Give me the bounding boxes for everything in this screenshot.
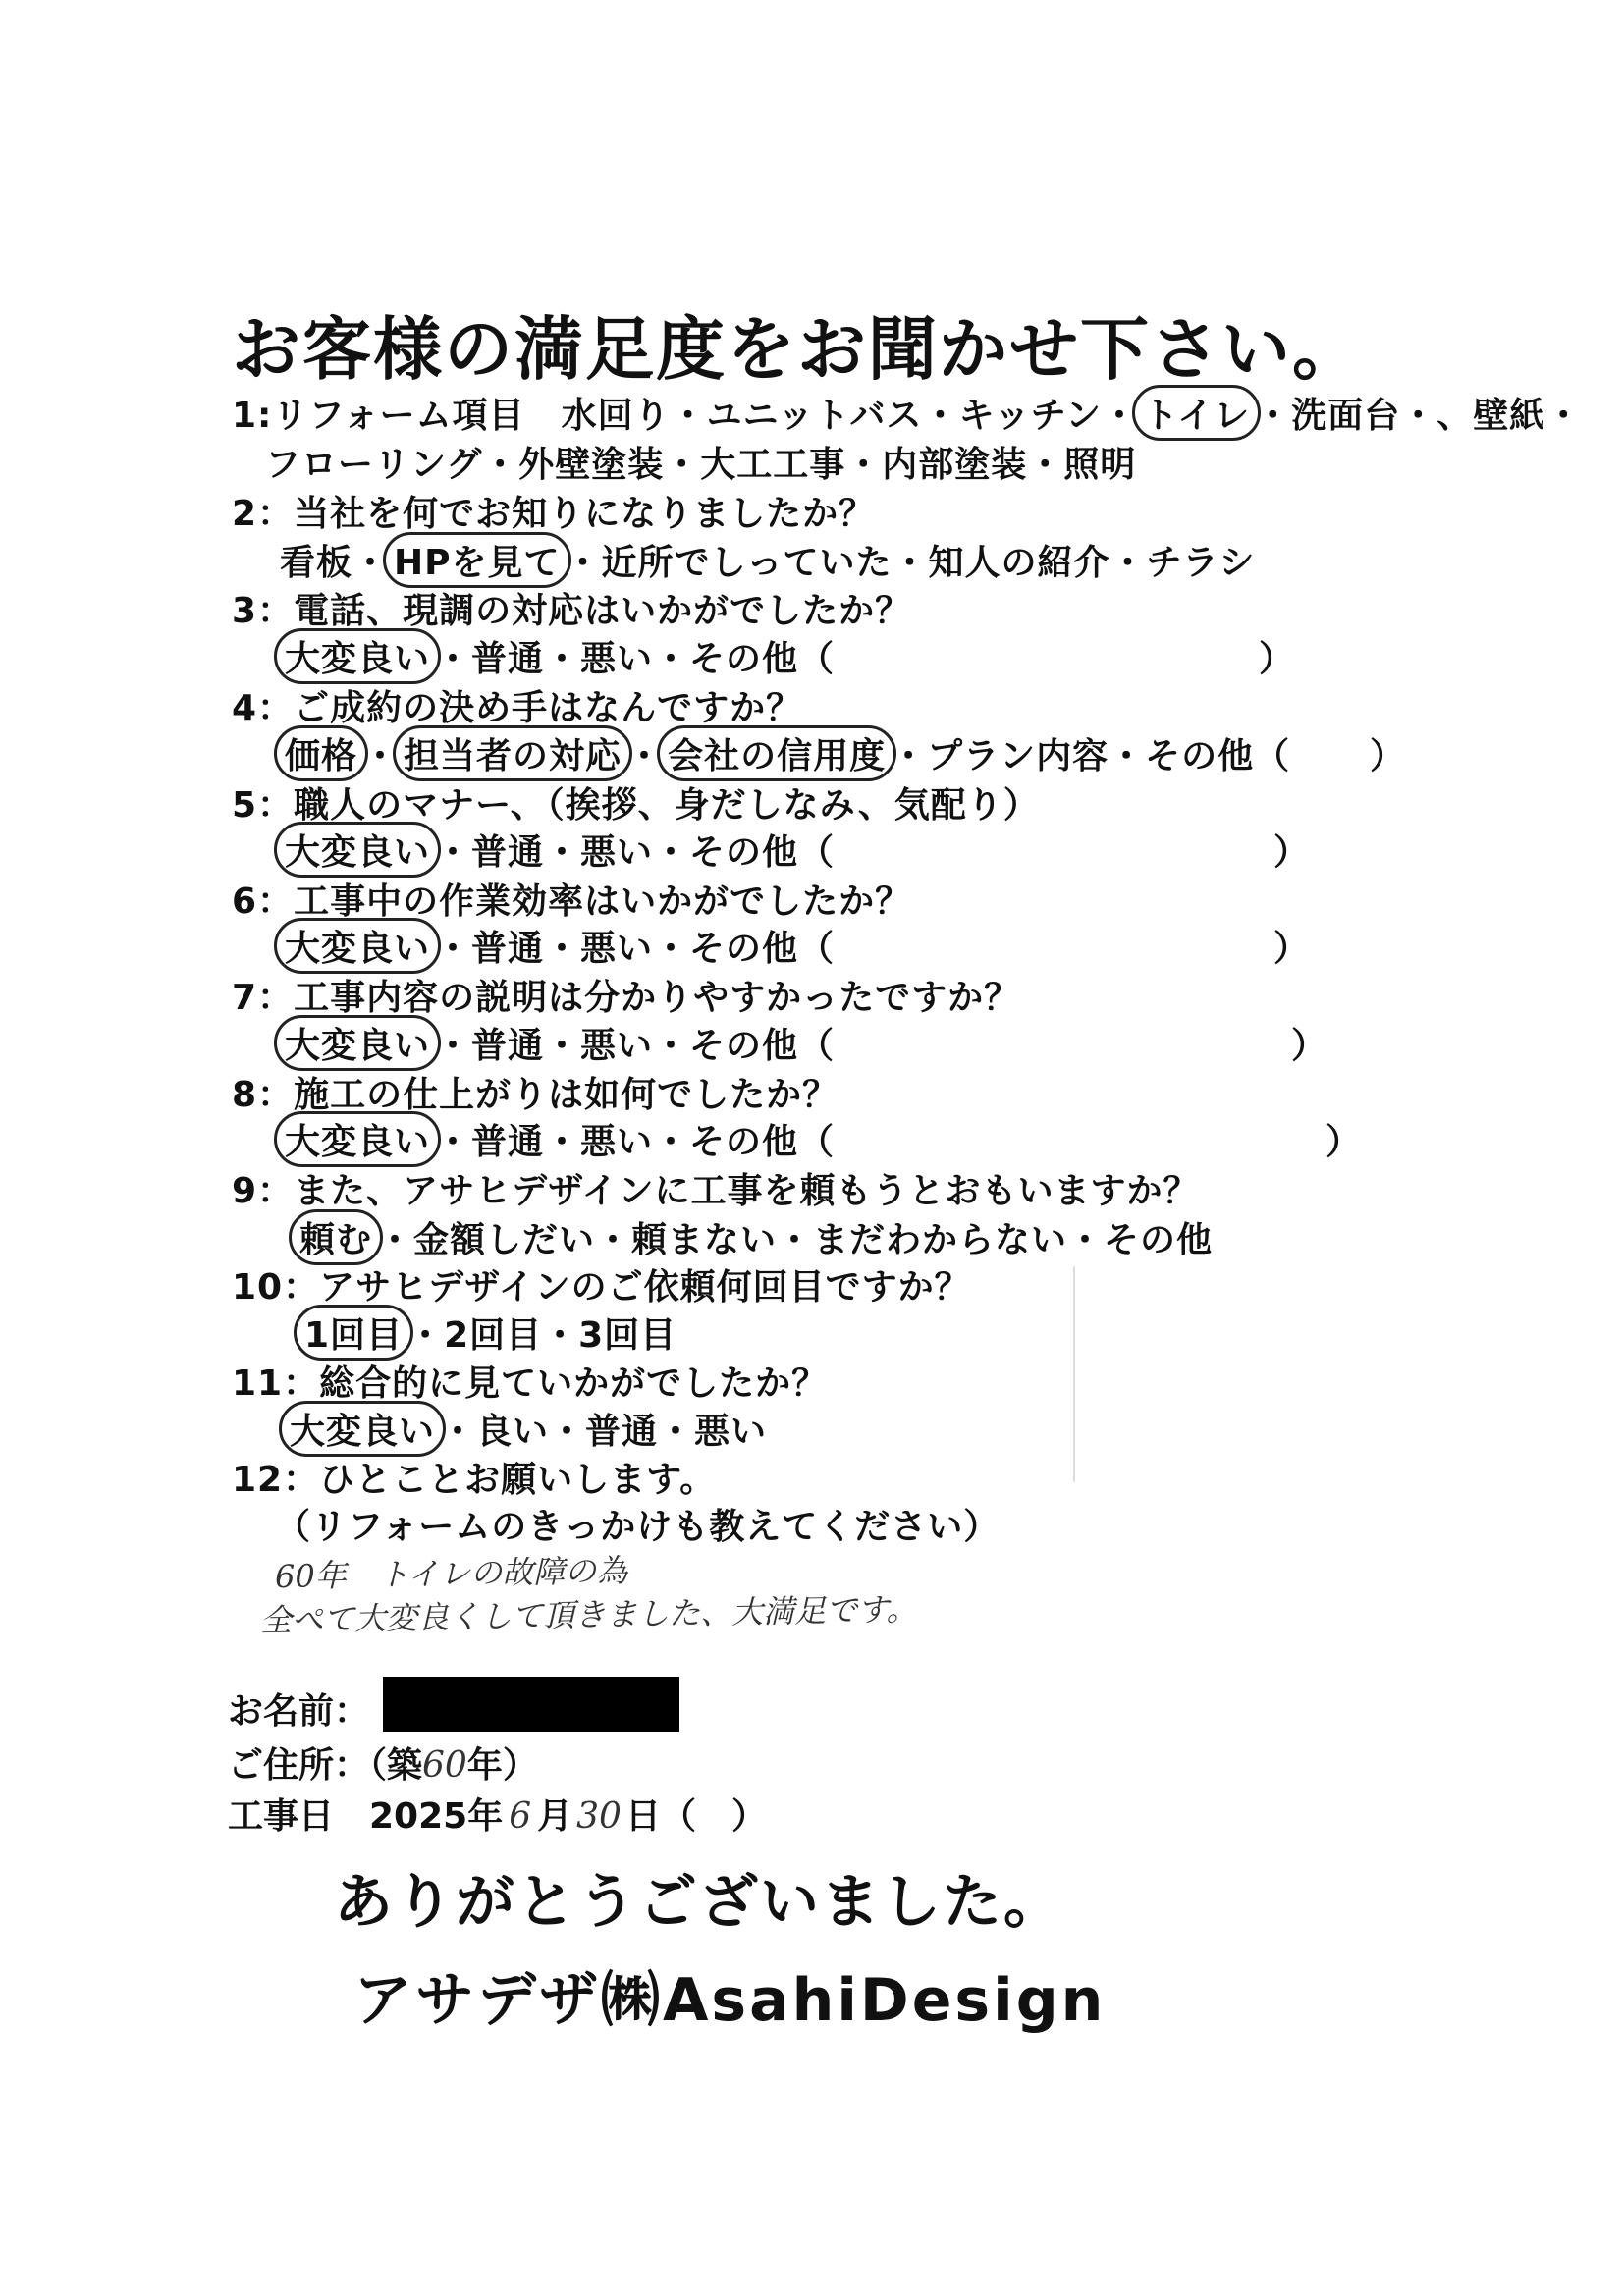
circled-answer: HPを見て	[383, 532, 571, 588]
question-8	[232, 1067, 839, 1117]
question-text: 職人のマナー、（挨拶、身だしなみ、気配り）	[294, 785, 1040, 826]
date-label: 工事日 2025年	[228, 1796, 504, 1837]
question-number: 10：	[232, 1267, 320, 1308]
question-3-options	[280, 631, 835, 681]
question-7	[232, 970, 1020, 1020]
circled-answer: 大変良い	[274, 918, 441, 974]
option-text: ・2回目・3回目	[407, 1315, 677, 1356]
question-text: アサヒデザインのご依頼何回目ですか？	[319, 1267, 971, 1308]
circled-answer: トイレ	[1132, 385, 1261, 441]
question-text: また、アサヒデザインに工事を頼もうとおもいますか？	[294, 1171, 1200, 1211]
question-9-options	[295, 1212, 1213, 1262]
month-label: 月	[537, 1796, 573, 1837]
company-name: アサデザ㈱AsahiDesign	[353, 1966, 1107, 2035]
date-day: 30	[576, 1796, 622, 1837]
circled-answer: 大変良い	[274, 1015, 441, 1071]
option-text: ・プラン内容・その他（	[891, 736, 1291, 776]
question-number: 9：	[232, 1171, 295, 1211]
scan-line-artifact	[1073, 1266, 1075, 1482]
option-text: ・普通・悪い・その他（	[435, 1026, 836, 1066]
question-text: 施工の仕上がりは如何でしたか？	[294, 1075, 839, 1115]
question-text: ご成約の決め手はなんですか？	[294, 688, 803, 728]
paren-close: ）	[1370, 736, 1406, 776]
question-number: 2：	[232, 494, 295, 534]
question-12	[232, 1452, 716, 1502]
address-suffix: 年）	[466, 1745, 538, 1786]
separator: ・	[626, 736, 664, 776]
question-2-options	[280, 535, 1256, 585]
question-text: 工事中の作業効率はいかがでしたか？	[294, 881, 912, 922]
question-number: 5：	[232, 785, 295, 826]
paren-close: ）	[1259, 639, 1295, 679]
question-text: リフォーム項目 水回り・ユニットバス・キッチン・	[272, 396, 1138, 436]
question-number: 11：	[232, 1363, 320, 1404]
question-number: 1:	[232, 396, 273, 436]
question-11	[232, 1356, 828, 1406]
option-text: ・普通・悪い・その他（	[435, 832, 836, 873]
question-1-line2: フローリング・外壁塗装・大工工事・内部塗装・照明	[265, 445, 1137, 485]
option-text: ・普通・悪い・その他（	[435, 1122, 836, 1162]
question-text: 当社を何でお知りになりましたか？	[294, 494, 876, 534]
option-text: ・近所でしっていた・知人の紹介・チラシ	[565, 543, 1256, 583]
question-5-options	[280, 825, 835, 875]
circled-answer: 価格	[274, 725, 368, 781]
separator: ・	[362, 736, 400, 776]
address-label: ご住所：（築	[228, 1745, 423, 1786]
circled-answer: 担当者の対応	[393, 725, 632, 781]
thanks-message: ありがとうございました。	[334, 1868, 1064, 1937]
question-number: 8：	[232, 1075, 295, 1115]
question-4-options	[280, 728, 1290, 778]
work-date-row	[228, 1789, 767, 1839]
question-text: ひとことお願いします。	[319, 1460, 717, 1500]
question-6-options	[280, 921, 835, 971]
circled-answer: 頼む	[289, 1209, 383, 1265]
option-text: ・良い・普通・悪い	[440, 1412, 768, 1452]
question-3	[232, 583, 911, 633]
question-10-options	[299, 1308, 676, 1358]
circled-answer: 大変良い	[274, 822, 441, 878]
handwritten-comment-line2: 全ぺて大変良くして頂きました、大満足です。	[259, 1590, 918, 1639]
question-1	[232, 388, 1582, 438]
paren-close: ）	[1325, 1122, 1362, 1162]
circled-answer: 大変良い	[279, 1401, 446, 1457]
date-month: 6	[509, 1796, 532, 1837]
question-4	[232, 680, 802, 730]
page-title: お客様の満足度をお聞かせ下さい。	[232, 309, 1363, 390]
paren-close: ）	[1273, 832, 1310, 873]
question-8-options	[280, 1114, 835, 1164]
circled-answer: 大変良い	[274, 1111, 441, 1167]
day-label: 日（ ）	[624, 1796, 767, 1837]
question-text: 工事内容の説明は分かりやすかったですか？	[294, 978, 1021, 1018]
question-number: 3：	[232, 591, 295, 631]
question-6	[232, 874, 911, 924]
question-7-options	[280, 1018, 835, 1068]
question-9	[232, 1163, 1200, 1213]
circled-answer: 1回目	[294, 1305, 413, 1361]
question-number: 6：	[232, 881, 295, 922]
question-number: 4：	[232, 688, 295, 728]
option-text: ・金額しだい・頼まない・まだわからない・その他	[377, 1220, 1214, 1260]
question-10	[232, 1259, 971, 1309]
circled-answer: 大変良い	[274, 628, 441, 684]
question-text: 電話、現調の対応はいかがでしたか？	[294, 591, 912, 631]
paren-close: ）	[1291, 1026, 1327, 1066]
question-number: 12：	[232, 1460, 320, 1500]
option-text: ・普通・悪い・その他（	[435, 639, 836, 679]
redacted-name-box	[383, 1677, 679, 1732]
name-label: お名前：	[228, 1691, 370, 1732]
address-row	[228, 1737, 538, 1788]
circled-answer: 会社の信用度	[657, 725, 896, 781]
question-2	[232, 486, 875, 536]
question-12-line2: （リフォームのきっかけも教えてください）	[275, 1507, 1001, 1547]
option-text: ・普通・悪い・その他（	[435, 929, 836, 969]
question-number: 7：	[232, 978, 295, 1018]
paren-close: ）	[1273, 929, 1310, 969]
address-years: 60	[422, 1745, 467, 1786]
handwritten-comment-line1: 60年 トイレの故障の為	[274, 1551, 628, 1596]
question-5	[232, 777, 1040, 828]
question-text: 総合的に見ていかがでしたか？	[319, 1363, 829, 1404]
question-11-options	[285, 1404, 767, 1454]
question-text-rest: ・洗面台・、壁紙・	[1255, 396, 1583, 436]
option-text: 看板・	[280, 543, 390, 583]
